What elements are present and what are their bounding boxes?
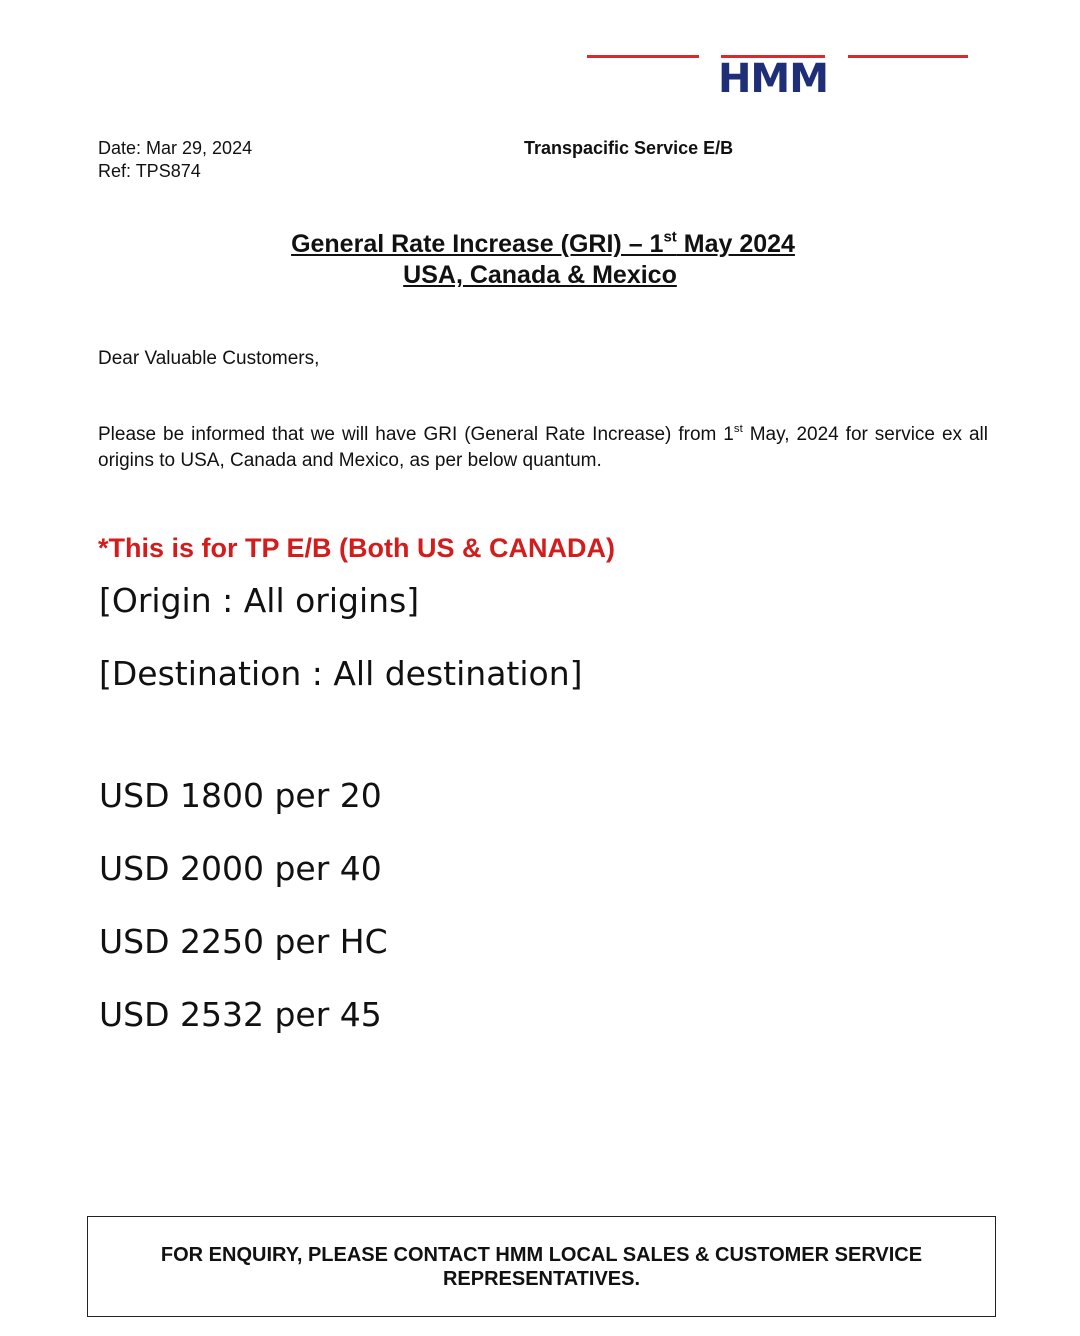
title-sup: st bbox=[663, 228, 677, 246]
logo-rule-right bbox=[848, 55, 968, 58]
notice-subtitle bbox=[0, 260, 1080, 290]
paragraph-part-2: May, 2024 for service ex all origins to USA, Canada and Mexico, as per below quantum. bbox=[98, 424, 988, 471]
body-paragraph bbox=[98, 422, 988, 474]
origin-line: [Origin : All origins] bbox=[99, 581, 420, 620]
subtitle-text: USA, Canada & Mexico bbox=[403, 261, 677, 289]
notice-title bbox=[0, 229, 1080, 259]
greeting: Dear Valuable Customers, bbox=[98, 348, 320, 369]
title-suffix: May 2024 bbox=[676, 230, 795, 258]
enquiry-line-2: REPRESENTATIVES. bbox=[442, 1268, 641, 1290]
enquiry-box bbox=[87, 1216, 996, 1317]
scope-note: *This is for TP E/B (Both US & CANADA) bbox=[98, 533, 616, 563]
rate-line: USD 2250 per HC bbox=[99, 922, 388, 961]
logo-text: HMM bbox=[717, 56, 829, 102]
enquiry-line-1: FOR ENQUIRY, PLEASE CONTACT HMM LOCAL SALES & CUSTOMER SERVICE bbox=[160, 1244, 923, 1266]
rate-line: USD 2000 per 40 bbox=[99, 849, 382, 888]
logo-rule-left bbox=[587, 55, 699, 58]
paragraph-sup: st bbox=[733, 423, 743, 436]
title-prefix: General Rate Increase (GRI) – 1 bbox=[291, 230, 664, 258]
paragraph-part-1: Please be informed that we will have GRI (General Rate Increase) from 1 bbox=[98, 424, 734, 445]
rate-line: USD 1800 per 20 bbox=[99, 776, 382, 815]
service-name: Transpacific Service E/B bbox=[524, 138, 734, 158]
notice-ref: Ref: TPS874 bbox=[98, 161, 201, 181]
destination-line: [Destination : All destination] bbox=[99, 654, 583, 693]
enquiry-text bbox=[88, 1243, 995, 1291]
notice-date: Date: Mar 29, 2024 bbox=[98, 138, 253, 158]
rate-line: USD 2532 per 45 bbox=[99, 995, 382, 1034]
